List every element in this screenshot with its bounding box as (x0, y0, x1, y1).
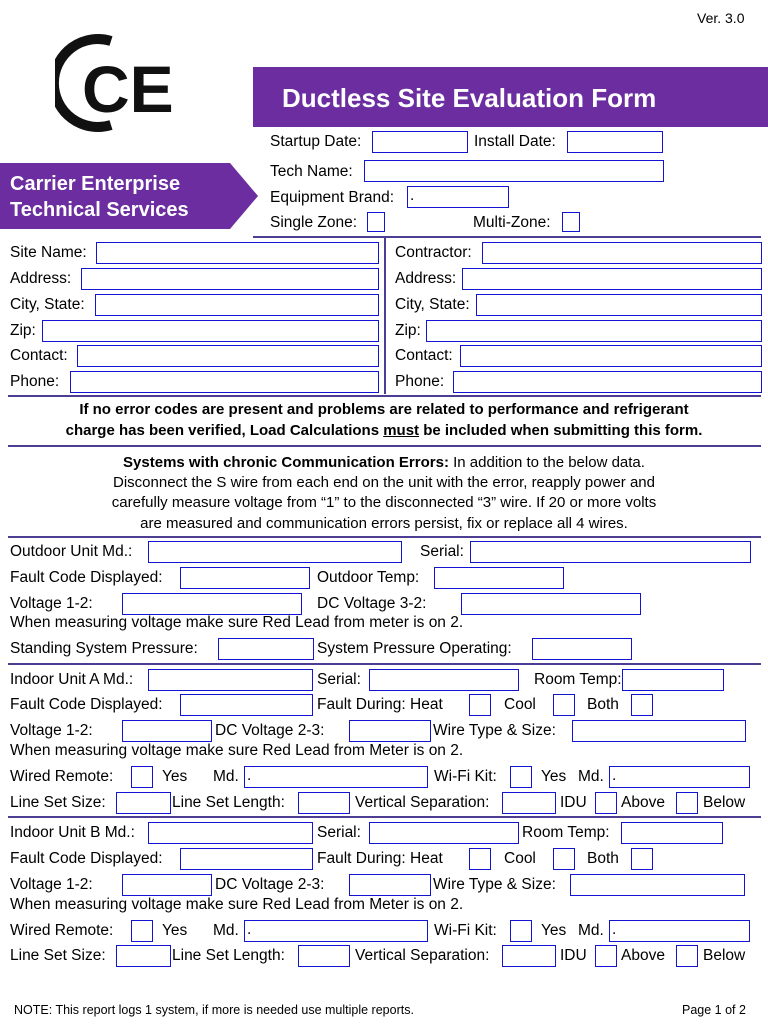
indoor-a-both-checkbox[interactable] (631, 694, 653, 716)
indoor-a-serial-label: Serial: (317, 671, 361, 688)
site-address-field[interactable] (81, 268, 379, 290)
indoor-b-cool-checkbox[interactable] (553, 848, 575, 870)
operating-pressure-label: System Pressure Operating: (317, 640, 512, 657)
multi-zone-label: Multi-Zone: (473, 214, 551, 231)
indoor-a-serial-field[interactable] (369, 669, 519, 691)
divider (8, 395, 761, 397)
outdoor-temp-field[interactable] (434, 567, 564, 589)
indoor-b-remote-md-value: . (247, 921, 252, 938)
indoor-b-wired-remote-yes: Yes (162, 922, 188, 939)
comm-errors-heading: Systems with chronic Communication Errors: (123, 454, 449, 471)
site-name-field[interactable] (96, 242, 379, 264)
indoor-b-wire-type-field[interactable] (570, 874, 745, 896)
site-phone-label: Phone: (10, 373, 60, 390)
indoor-a-cool-label: Cool (504, 696, 536, 713)
contractor-city-state-field[interactable] (476, 294, 762, 316)
indoor-b-heat-checkbox[interactable] (469, 848, 491, 870)
install-date-field[interactable] (567, 131, 663, 153)
site-name-label: Site Name: (10, 244, 87, 261)
indoor-a-idu-label: IDU (560, 794, 587, 811)
single-zone-checkbox[interactable] (367, 212, 385, 232)
indoor-b-wifi-md-label: Md. (578, 922, 604, 939)
indoor-b-model-label: Indoor Unit B Md.: (10, 824, 135, 841)
site-city-state-field[interactable] (95, 294, 379, 316)
indoor-a-voltage-12-field[interactable] (122, 720, 212, 742)
indoor-a-above-label: Above (621, 794, 665, 811)
indoor-a-idu-above-checkbox[interactable] (595, 792, 617, 814)
outdoor-model-label: Outdoor Unit Md.: (10, 543, 133, 560)
outdoor-dc-voltage-32-label: DC Voltage 3-2: (317, 595, 427, 612)
indoor-b-voltage-12-field[interactable] (122, 874, 212, 896)
indoor-a-both-label: Both (587, 696, 619, 713)
indoor-b-idu-above-checkbox[interactable] (595, 945, 617, 967)
contractor-city-state-label: City, State: (395, 296, 470, 313)
contractor-field[interactable] (482, 242, 762, 264)
indoor-a-room-temp-field[interactable] (622, 669, 724, 691)
single-zone-label: Single Zone: (270, 214, 358, 231)
outdoor-voltage-12-label: Voltage 1-2: (10, 595, 93, 612)
outdoor-dc-voltage-32-field[interactable] (461, 593, 641, 615)
indoor-b-voltage-12-label: Voltage 1-2: (10, 876, 93, 893)
indoor-a-voltage-note: When measuring voltage make sure Red Lead from Meter is on 2. (10, 742, 464, 759)
ce-logo-text: CE (82, 52, 174, 126)
divider (8, 536, 761, 538)
indoor-b-serial-field[interactable] (369, 822, 519, 844)
indoor-a-fault-heat-label: Fault During: Heat (317, 696, 443, 713)
indoor-b-wire-type-label: Wire Type & Size: (433, 876, 556, 893)
contractor-address-label: Address: (395, 270, 457, 287)
indoor-a-dc-voltage-23-field[interactable] (349, 720, 431, 742)
contractor-label: Contractor: (395, 244, 472, 261)
column-divider (384, 237, 386, 394)
indoor-b-wired-remote-checkbox[interactable] (131, 920, 153, 942)
tech-name-field[interactable] (364, 160, 664, 182)
indoor-a-idu-below-checkbox[interactable] (676, 792, 698, 814)
indoor-b-voltage-note: When measuring voltage make sure Red Lead from Meter is on 2. (10, 896, 464, 913)
divider (8, 445, 761, 447)
indoor-a-line-set-length-label: Line Set Length: (172, 794, 285, 811)
divider (8, 816, 761, 818)
indoor-a-fault-code-field[interactable] (180, 694, 313, 716)
operating-pressure-field[interactable] (532, 638, 632, 660)
indoor-b-fault-heat-label: Fault During: Heat (317, 850, 443, 867)
startup-date-label: Startup Date: (270, 133, 362, 150)
outdoor-model-field[interactable] (148, 541, 402, 563)
indoor-a-wifi-md-label: Md. (578, 768, 604, 785)
indoor-a-below-label: Below (703, 794, 746, 811)
ce-logo (55, 33, 195, 133)
tech-name-label: Tech Name: (270, 163, 353, 180)
standing-pressure-label: Standing System Pressure: (10, 640, 198, 657)
indoor-b-wired-remote-label: Wired Remote: (10, 922, 114, 939)
indoor-b-wifi-yes: Yes (541, 922, 567, 939)
site-contact-field[interactable] (77, 345, 379, 367)
indoor-b-both-label: Both (587, 850, 619, 867)
outdoor-temp-label: Outdoor Temp: (317, 569, 420, 586)
indoor-b-line-set-length-field[interactable] (298, 945, 350, 967)
site-zip-label: Zip: (10, 322, 36, 339)
outdoor-serial-field[interactable] (470, 541, 751, 563)
indoor-a-room-temp-label: Room Temp: (534, 671, 622, 688)
indoor-b-idu-label: IDU (560, 947, 587, 964)
indoor-a-wifi-md-field[interactable] (609, 766, 750, 788)
indoor-a-wifi-yes: Yes (541, 768, 567, 785)
indoor-b-above-label: Above (621, 947, 665, 964)
contractor-contact-label: Contact: (395, 347, 453, 364)
divider (8, 663, 761, 665)
indoor-b-both-checkbox[interactable] (631, 848, 653, 870)
indoor-b-fault-code-field[interactable] (180, 848, 313, 870)
equipment-brand-field[interactable] (407, 186, 509, 208)
notice-must: must (383, 422, 420, 439)
comm-errors-line-3: carefully measure voltage from “1” to the disconnected “3” wire. If 20 or more volts (111, 494, 657, 511)
indoor-a-model-field[interactable] (148, 669, 313, 691)
indoor-b-remote-md-field[interactable] (244, 920, 428, 942)
indoor-b-cool-label: Cool (504, 850, 536, 867)
comm-errors-line-2: Disconnect the S wire from each end on the unit with the error, reapply power and (113, 474, 655, 491)
indoor-a-fault-code-label: Fault Code Displayed: (10, 696, 163, 713)
indoor-b-wifi-md-value: . (612, 921, 617, 938)
indoor-b-wifi-kit-checkbox[interactable] (510, 920, 532, 942)
indoor-a-wire-type-field[interactable] (572, 720, 746, 742)
indoor-a-wifi-kit-label: Wi-Fi Kit: (434, 768, 497, 785)
indoor-b-room-temp-field[interactable] (621, 822, 723, 844)
outdoor-voltage-12-field[interactable] (122, 593, 302, 615)
department-line-1: Carrier Enterprise (10, 173, 181, 195)
indoor-a-line-set-length-field[interactable] (298, 792, 350, 814)
indoor-a-wired-remote-yes: Yes (162, 768, 188, 785)
install-date-label: Install Date: (474, 133, 556, 150)
startup-date-field[interactable] (372, 131, 468, 153)
indoor-b-remote-md-label: Md. (213, 922, 239, 939)
site-city-state-label: City, State: (10, 296, 85, 313)
site-contact-label: Contact: (10, 347, 68, 364)
indoor-b-line-set-length-label: Line Set Length: (172, 947, 285, 964)
indoor-b-vertical-sep-label: Vertical Separation: (355, 947, 490, 964)
indoor-a-line-set-size-label: Line Set Size: (10, 794, 106, 811)
indoor-b-dc-voltage-23-label: DC Voltage 2-3: (215, 876, 325, 893)
indoor-a-vertical-sep-label: Vertical Separation: (355, 794, 490, 811)
contractor-zip-field[interactable] (426, 320, 762, 342)
comm-errors-line-1 (0, 452, 768, 473)
standing-pressure-field[interactable] (218, 638, 314, 660)
contractor-address-field[interactable] (462, 268, 762, 290)
indoor-a-wired-remote-checkbox[interactable] (131, 766, 153, 788)
site-phone-field[interactable] (70, 371, 379, 393)
indoor-b-model-field[interactable] (148, 822, 313, 844)
indoor-b-line-set-size-field[interactable] (116, 945, 171, 967)
indoor-a-voltage-12-label: Voltage 1-2: (10, 722, 93, 739)
equipment-brand-value: . (410, 187, 415, 204)
indoor-a-wire-type-label: Wire Type & Size: (433, 722, 556, 739)
footer-note: NOTE: This report logs 1 system, if more is needed use multiple reports. (14, 1003, 414, 1017)
page-number: Page 1 of 2 (682, 1003, 746, 1017)
indoor-a-remote-md-field[interactable] (244, 766, 428, 788)
indoor-b-serial-label: Serial: (317, 824, 361, 841)
indoor-b-line-set-size-label: Line Set Size: (10, 947, 106, 964)
version-label: Ver. 3.0 (697, 10, 745, 26)
page-title: Ductless Site Evaluation Form (282, 83, 657, 113)
indoor-a-remote-md-value: . (247, 767, 252, 784)
comm-errors-line-4: are measured and communication errors persist, fix or replace all 4 wires. (140, 515, 628, 532)
indoor-a-wired-remote-label: Wired Remote: (10, 768, 114, 785)
outdoor-voltage-note: When measuring voltage make sure Red Lead from meter is on 2. (10, 614, 464, 631)
indoor-b-dc-voltage-23-field[interactable] (349, 874, 431, 896)
indoor-a-heat-checkbox[interactable] (469, 694, 491, 716)
notice-text-b: be included when submitting this form. (419, 422, 703, 439)
indoor-b-wifi-md-field[interactable] (609, 920, 750, 942)
outdoor-fault-code-label: Fault Code Displayed: (10, 569, 163, 586)
contractor-zip-label: Zip: (395, 322, 421, 339)
indoor-a-model-label: Indoor Unit A Md.: (10, 671, 134, 688)
site-zip-field[interactable] (42, 320, 379, 342)
contractor-phone-label: Phone: (395, 373, 445, 390)
indoor-b-idu-below-checkbox[interactable] (676, 945, 698, 967)
load-calc-notice-line-2 (0, 420, 768, 441)
load-calc-notice-line-1: If no error codes are present and problems are related to performance and refrigerant (79, 401, 689, 418)
multi-zone-checkbox[interactable] (562, 212, 580, 232)
outdoor-serial-label: Serial: (420, 543, 464, 560)
indoor-a-wifi-md-value: . (612, 767, 617, 784)
indoor-b-fault-code-label: Fault Code Displayed: (10, 850, 163, 867)
divider (253, 236, 761, 238)
indoor-a-cool-checkbox[interactable] (553, 694, 575, 716)
indoor-a-dc-voltage-23-label: DC Voltage 2-3: (215, 722, 325, 739)
indoor-b-room-temp-label: Room Temp: (522, 824, 610, 841)
indoor-b-below-label: Below (703, 947, 746, 964)
indoor-a-wifi-kit-checkbox[interactable] (510, 766, 532, 788)
indoor-b-vertical-sep-field[interactable] (502, 945, 556, 967)
indoor-a-vertical-sep-field[interactable] (502, 792, 556, 814)
equipment-brand-label: Equipment Brand: (270, 189, 395, 206)
indoor-b-wifi-kit-label: Wi-Fi Kit: (434, 922, 497, 939)
outdoor-fault-code-field[interactable] (180, 567, 310, 589)
contractor-contact-field[interactable] (460, 345, 762, 367)
department-line-2: Technical Services (10, 199, 189, 221)
notice-text-a: charge has been verified, Load Calculations (65, 422, 384, 439)
indoor-a-line-set-size-field[interactable] (116, 792, 171, 814)
comm-errors-line-1-rest: In addition to the below data. (448, 454, 645, 471)
department-name (10, 171, 189, 223)
indoor-a-remote-md-label: Md. (213, 768, 239, 785)
contractor-phone-field[interactable] (453, 371, 762, 393)
site-address-label: Address: (10, 270, 72, 287)
